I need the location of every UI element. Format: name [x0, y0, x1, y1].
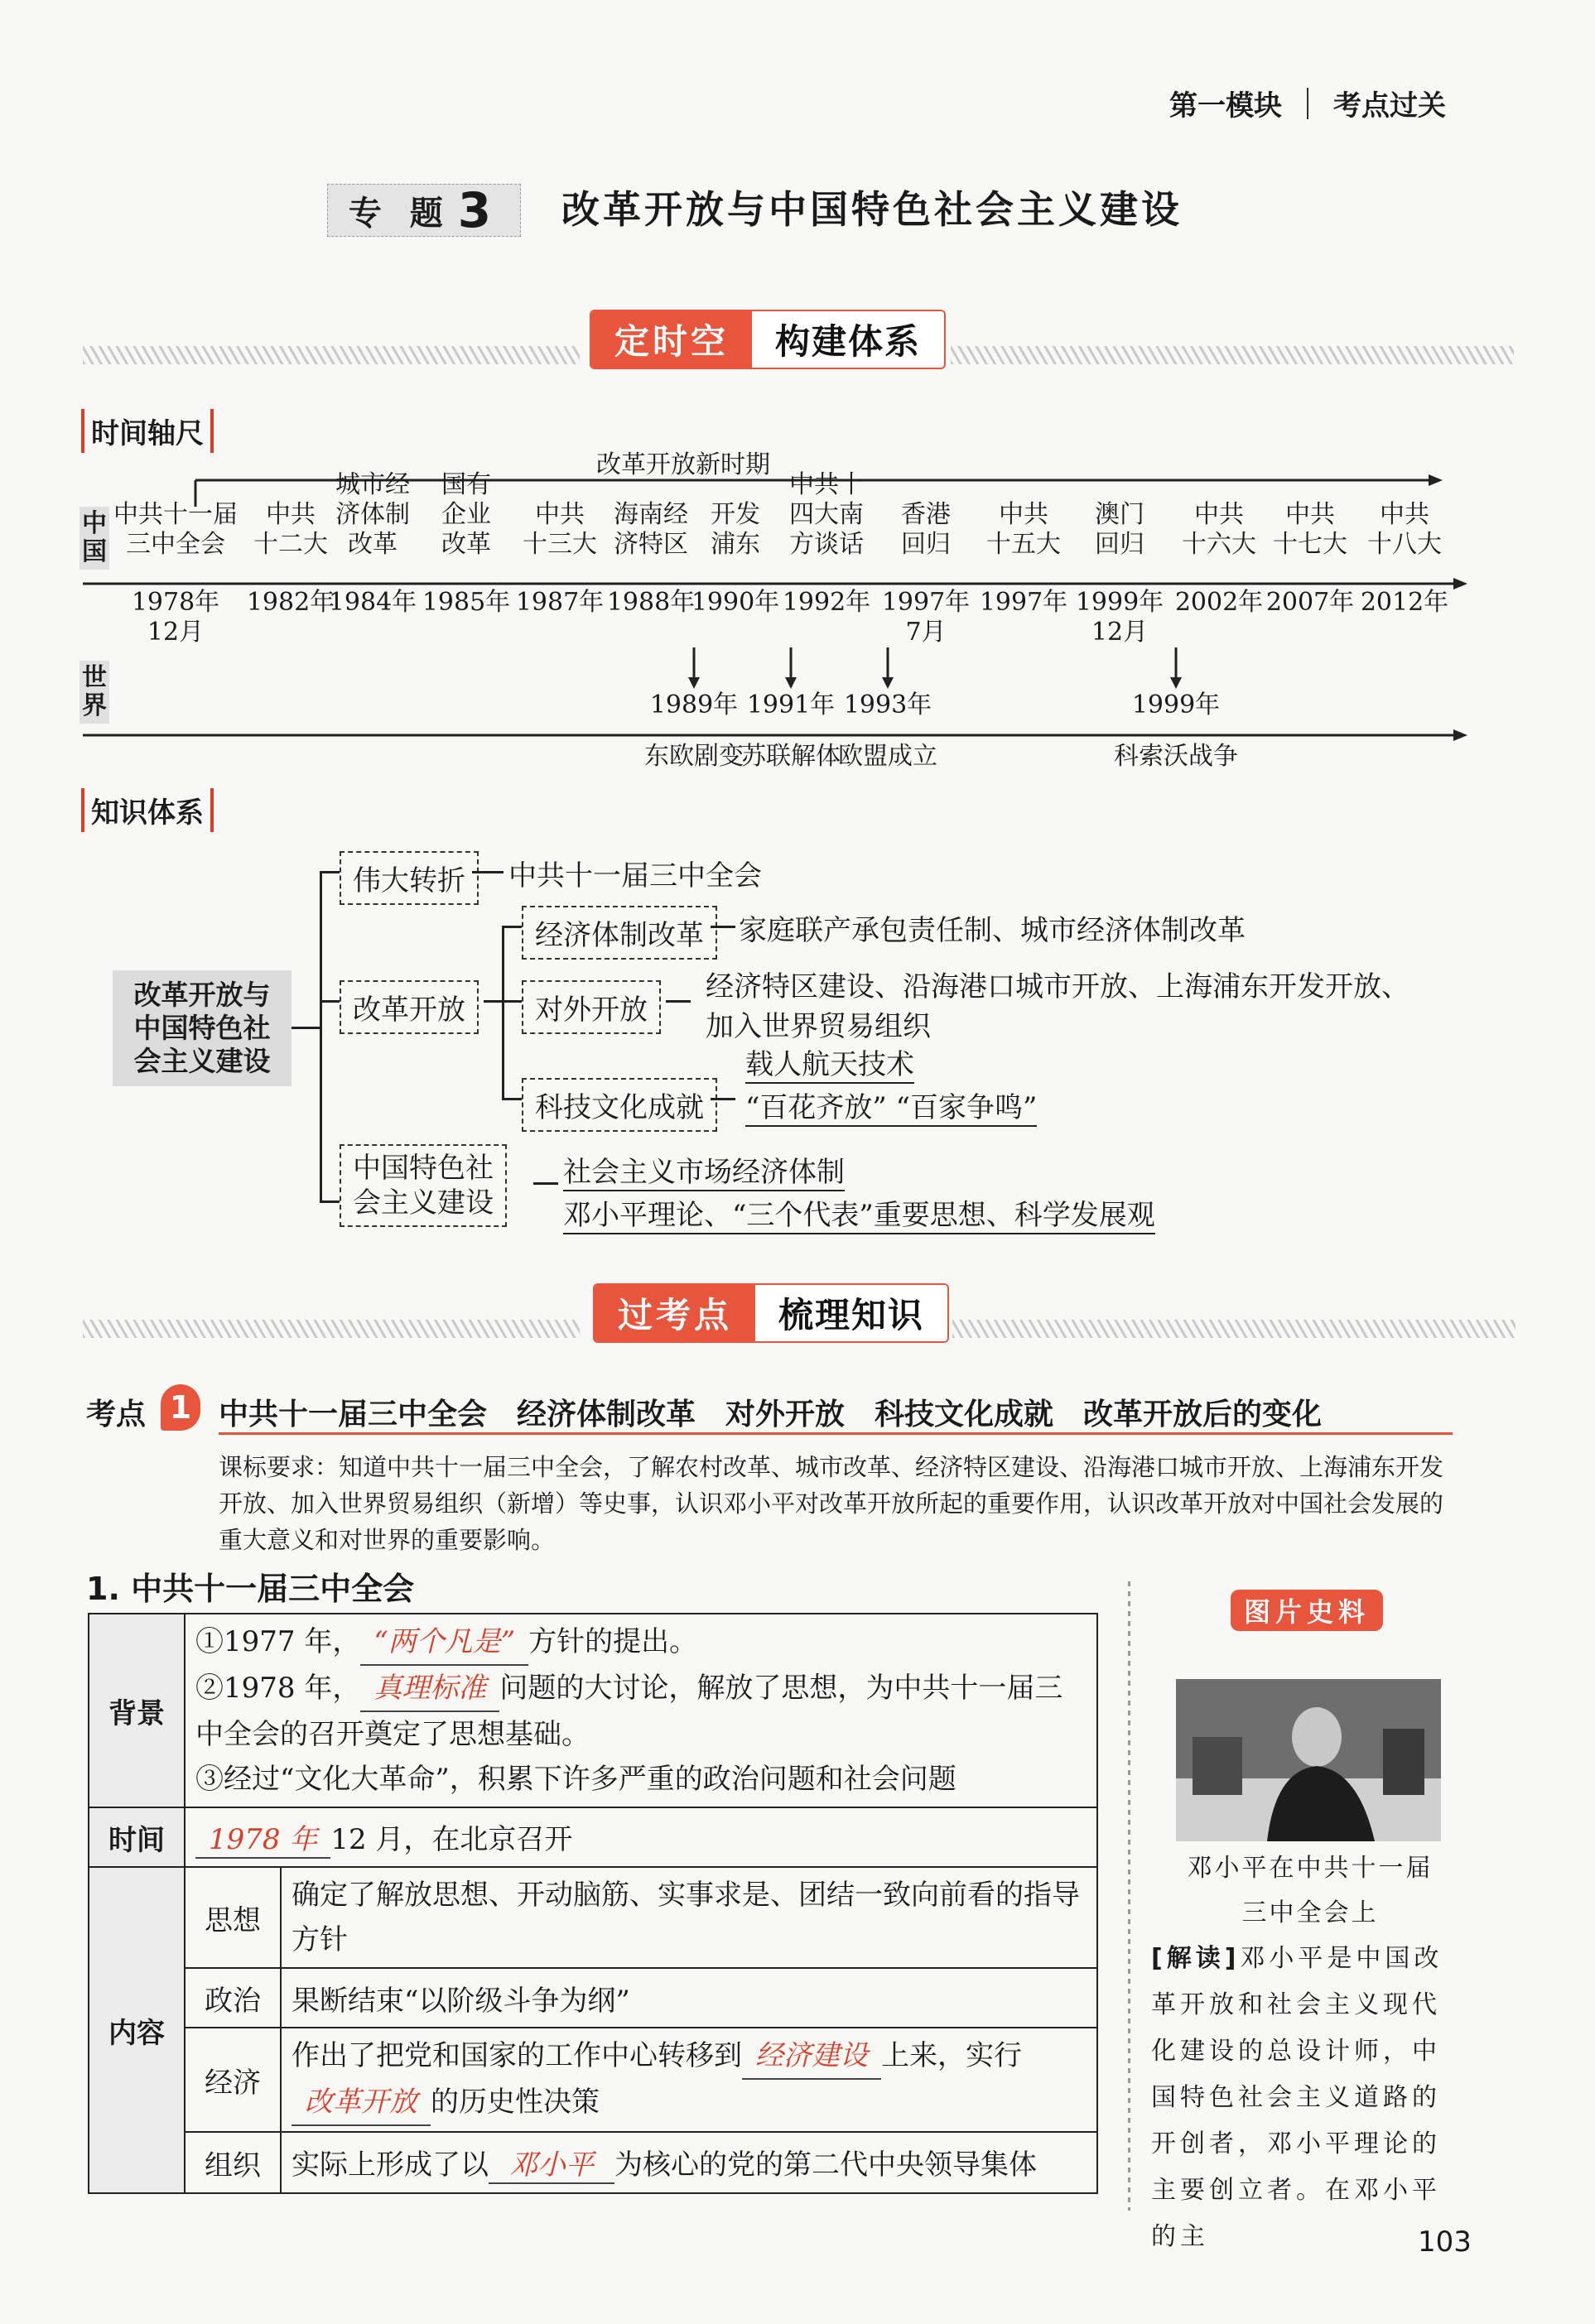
timeline-event: 中共 十二大 — [253, 500, 328, 559]
timeline-date: 1987年 — [515, 588, 605, 617]
node-economic-reform-text: 家庭联产承包责任制、城市经济体制改革 — [739, 914, 1246, 947]
content-label: 内容 — [89, 1867, 185, 2193]
knowledge-table — [88, 1613, 1098, 2194]
knowledge-heading: 知识体系 — [81, 788, 214, 832]
connector — [472, 871, 504, 873]
node-socialism: 中国特色社 会主义建设 — [340, 1144, 507, 1227]
timeline-event: 国有 企业 改革 — [441, 470, 491, 559]
table-row — [89, 2028, 1097, 2132]
node-economic-reform: 经济体制改革 — [522, 906, 717, 960]
time-blank: 1978 年 — [195, 1816, 330, 1859]
timeline-event: 中共 十八大 — [1367, 500, 1442, 559]
knowledge-root: 改革开放与 中国特色社 会主义建设 — [113, 970, 292, 1086]
china-label-text: 中国 — [82, 509, 107, 566]
economy-content — [281, 2028, 1097, 2132]
timeline-event: 海南经 济特区 — [614, 500, 688, 559]
topic-title: 改革开放与中国特色社会主义建设 — [561, 187, 1183, 232]
topic-label: 专 题 — [348, 194, 451, 233]
connector — [533, 1182, 558, 1185]
node-tech-culture-text-1: 载人航天技术 — [745, 1042, 914, 1084]
timeline-date: 2007年 — [1265, 588, 1355, 617]
timeline-event: 中共 十五大 — [986, 500, 1061, 559]
timeline-graphic — [0, 0, 1595, 795]
timeline-event: 开发 浦东 — [711, 500, 760, 559]
world-event: 东欧剧变 — [644, 742, 744, 771]
economy-a: 作出了把党和国家的工作中心转移到 — [292, 2039, 742, 2072]
org-a: 实际上形成了以 — [292, 2148, 489, 2182]
table-row — [89, 1968, 1097, 2028]
curriculum-requirement: 课标要求：知道中共十一届三中全会，了解农村改革、城市改革、经济特区建设、沿海港口城市开放、上海浦东开发开放、加入世界贸易组织（新增）等史事，认识邓小平对改革开放所起的重要作用，认识改革开放对中国社会发展的重大意义和对世界的重要影响。 — [219, 1453, 1444, 1554]
sidebar-divider — [1128, 1581, 1130, 2211]
timeline-event: 中共 十六大 — [1182, 500, 1256, 559]
politics-text: 果断结束“以阶级斗争为纲” — [281, 1968, 1097, 2028]
timeline-date: 1982年 — [246, 588, 335, 617]
connector — [484, 1000, 502, 1003]
section-label: 考点过关 — [1333, 89, 1446, 123]
timeline-date: 2002年 — [1174, 588, 1264, 617]
world-event: 欧盟成立 — [838, 742, 937, 771]
economy-blank-2: 改革开放 — [292, 2080, 431, 2126]
bg3: ③经过“文化大革命”，积累下许多严重的政治问题和社会问题 — [195, 1763, 957, 1796]
bg2-b: 问题的大讨论，解放了思想，为中共十一届三中全会的召开奠定了思想基础。 — [195, 1672, 1063, 1751]
thought-text: 确定了解放思想、开动脑筋、实事求是、团结一致向前看的指导方针 — [281, 1867, 1097, 1968]
node-tech-culture-text-2: “百花齐放” “百家争鸣” — [745, 1085, 1037, 1127]
kaodian-underline — [219, 1432, 1453, 1435]
kaodian-topics: 中共十一届三中全会 经济体制改革 对外开放 科技文化成就 改革开放后的变化 — [219, 1398, 1323, 1431]
timeline-heading: 时间轴尺 — [81, 409, 214, 453]
hatch-divider — [952, 1320, 1515, 1338]
world-date: 1993年 — [843, 690, 932, 719]
time-rest: 12 月，在北京召开 — [330, 1822, 573, 1856]
time-label: 时间 — [89, 1807, 185, 1867]
timeline-date: 1988年 — [606, 588, 696, 617]
section-banner-2 — [593, 1283, 949, 1343]
economy-b: 上来，实行 — [881, 2039, 1022, 2072]
connector — [320, 1200, 340, 1203]
photo-caption: 邓小平在中共十一届 三中全会上 — [1187, 1854, 1434, 1927]
banner-left-text: 过考点 — [595, 1285, 755, 1341]
connector — [502, 926, 504, 1099]
thought-label: 思想 — [185, 1867, 281, 1968]
time-content — [185, 1807, 1097, 1867]
timeline-date: 1984年 — [328, 588, 417, 617]
bg1-b: 方针的提出。 — [528, 1625, 698, 1658]
timeline-date: 2012年 — [1360, 588, 1449, 617]
bg-label: 背景 — [89, 1614, 185, 1807]
node-opening-up: 对外开放 — [522, 980, 661, 1034]
world-date: 1989年 — [649, 690, 739, 719]
hatch-divider — [83, 1320, 580, 1338]
economy-c: 的历史性决策 — [431, 2086, 600, 2119]
org-label: 组织 — [185, 2132, 281, 2193]
world-event: 科索沃战争 — [1114, 742, 1238, 771]
org-content — [281, 2132, 1097, 2193]
connector — [292, 1027, 320, 1029]
kaodian-number-badge — [161, 1384, 200, 1431]
connector — [320, 871, 340, 873]
world-date: 1999年 — [1131, 690, 1221, 719]
banner-right-text: 构建体系 — [752, 311, 944, 368]
table-row — [89, 1867, 1097, 1968]
bg2-a: ②1978 年， — [195, 1672, 361, 1705]
sidebar-badge: 图片史料 — [1231, 1590, 1383, 1631]
kaodian-number: 1 — [169, 1389, 192, 1426]
connector — [502, 1098, 522, 1100]
node-great-turn-text: 中共十一届三中全会 — [508, 859, 762, 893]
economy-blank-1: 经济建设 — [742, 2033, 881, 2080]
bg1-a: ①1977 年， — [195, 1625, 361, 1658]
era-label: 改革开放新时期 — [596, 450, 770, 479]
world-date: 1991年 — [746, 690, 836, 719]
connector — [502, 1000, 522, 1003]
note-text: 邓小平是中国改革开放和社会主义现代化建设的总设计师，中国特色社会主义道路的开创者，邓小平理论的主要创立者。在邓小平的主 — [1151, 1944, 1443, 2251]
timeline-date: 1999年 12月 — [1075, 588, 1164, 647]
timeline-date: 1997年 — [979, 588, 1068, 617]
connector — [320, 871, 322, 1202]
economy-label: 经济 — [185, 2028, 281, 2132]
table-row — [89, 1614, 1097, 1807]
timeline-date: 1978年 12月 — [131, 588, 220, 647]
banner-left-text: 定时空 — [591, 311, 752, 368]
bg-content — [185, 1614, 1097, 1807]
connector — [711, 1098, 735, 1100]
sidebar-note — [1151, 1936, 1466, 2260]
page-number: 103 — [1418, 2225, 1472, 2259]
timeline-date: 1990年 — [691, 588, 780, 617]
kaodian-label: 考点 — [86, 1398, 147, 1431]
connector — [666, 1000, 691, 1003]
table-row — [89, 1807, 1097, 1867]
timeline-event: 中共十 四大南 方谈话 — [789, 470, 864, 559]
banner-right-text: 梳理知识 — [755, 1285, 947, 1341]
module-label: 第一模块 — [1169, 89, 1282, 123]
timeline-event: 香港 回归 — [901, 500, 951, 559]
timeline-date: 1992年 — [782, 588, 871, 617]
world-event: 苏联解体 — [741, 742, 841, 771]
org-b: 为核心的党的第二代中央领导集体 — [614, 2148, 1037, 2182]
topic-number: 3 — [457, 182, 500, 238]
bg1-blank: “两个凡是” — [360, 1619, 528, 1666]
node-opening-up-text-1: 经济特区建设、沿海港口城市开放、上海浦东开发开放、 — [706, 970, 1409, 1003]
timeline-event: 中共 十三大 — [523, 500, 597, 559]
connector — [320, 1000, 340, 1003]
node-great-turn: 伟大转折 — [340, 851, 479, 905]
timeline-event: 城市经 济体制 改革 — [335, 470, 410, 559]
node-socialism-text-1: 社会主义市场经济体制 — [563, 1149, 845, 1191]
politics-label: 政治 — [185, 1968, 281, 2028]
node-tech-culture: 科技文化成就 — [522, 1078, 717, 1132]
org-blank: 邓小平 — [489, 2142, 614, 2184]
section1-title: 1. 中共十一届三中全会 — [86, 1571, 415, 1607]
timeline-event: 中共 十七大 — [1273, 500, 1347, 559]
historical-photo — [1176, 1679, 1441, 1841]
node-opening-up-text-2: 加入世界贸易组织 — [706, 1010, 931, 1043]
world-label — [80, 661, 109, 724]
connector — [502, 926, 522, 928]
node-socialism-text-2: 邓小平理论、“三个代表”重要思想、科学发展观 — [563, 1192, 1155, 1234]
note-label: [解读] — [1151, 1944, 1241, 1973]
timeline-date: 1997年 7月 — [881, 588, 971, 647]
photo-figure-icon — [1176, 1679, 1441, 1841]
timeline-event: 澳门 回归 — [1095, 500, 1144, 559]
node-reform: 改革开放 — [340, 980, 479, 1034]
connector — [711, 926, 735, 928]
bg2-blank: 真理标准 — [360, 1666, 499, 1712]
timeline-date: 1985年 — [422, 588, 511, 617]
world-label-text: 世界 — [82, 663, 107, 720]
table-row — [89, 2132, 1097, 2193]
timeline-event: 中共十一届 三中全会 — [113, 500, 238, 559]
